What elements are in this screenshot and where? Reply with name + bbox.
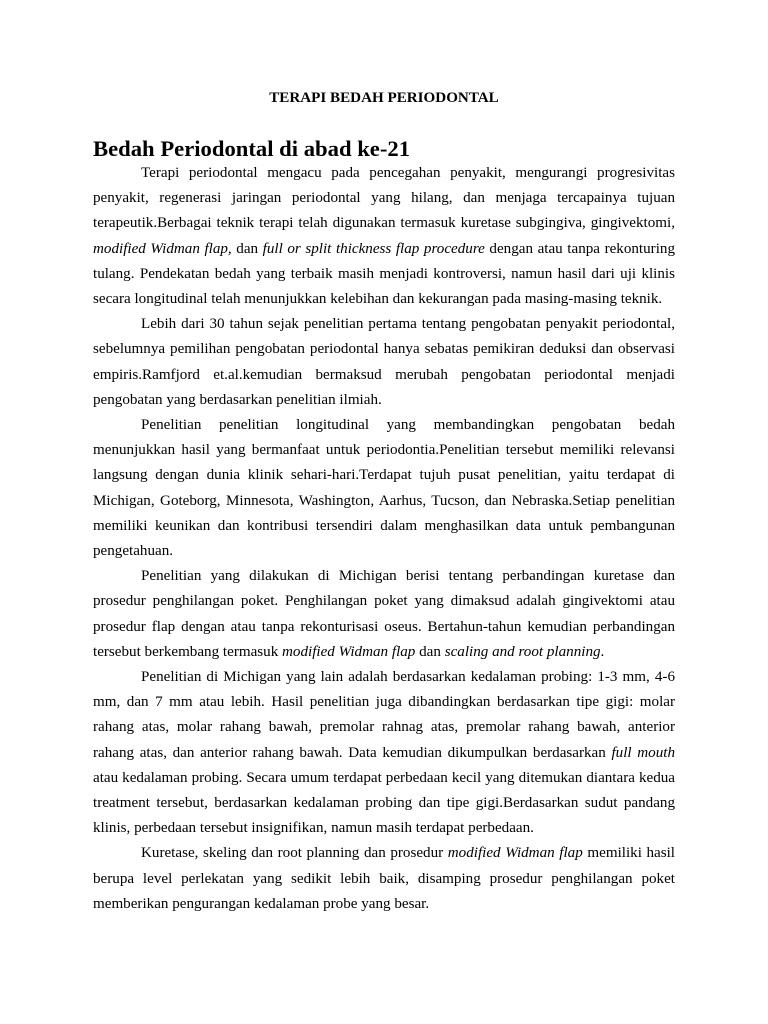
paragraph-text: dan bbox=[231, 240, 263, 257]
paragraph-text: atau kedalaman probing. Secara umum terdapat perbedaan kecil yang ditemukan diantara kedua treatment tersebut, berdasarkan kedalaman probing dan tipe gigi.Berdasarkan sudut pandang klinis, perbedaan tersebut insignifikan, namun masih terdapat perbedaan. bbox=[93, 769, 675, 837]
italic-term: full or split thickness flap procedure bbox=[262, 240, 485, 257]
document-title: TERAPI BEDAH PERIODONTAL bbox=[269, 90, 499, 106]
paragraph-text: Penelitian yang dilakukan di Michigan berisi tentang perbandingan kuretase dan prosedur penghilangan poket. Penghilangan poket yang dimaksud adalah gingivektomi atau prosedur flap dengan atau tanpa rekonturisasi oseus. Bertahun-tahun kemudian perbandingan tersebut berkembang termasuk bbox=[93, 568, 675, 660]
paragraph-4 bbox=[93, 564, 675, 665]
italic-term: modified Widman flap bbox=[282, 643, 416, 660]
paragraph-text: dan bbox=[415, 643, 445, 660]
section-heading: Bedah Periodontal di abad ke-21 bbox=[93, 136, 411, 161]
paragraph-text: memiliki hasil berupa level perlekatan yang sedikit lebih baik, disamping prosedur penghilangan poket memberikan pengurangan kedalaman probe yang besar. bbox=[93, 845, 675, 912]
paragraph-text: Kuretase, skeling dan root planning dan prosedur bbox=[141, 845, 448, 862]
paragraph-3 bbox=[93, 413, 675, 564]
paragraph-5 bbox=[93, 665, 675, 841]
paragraph-2 bbox=[93, 312, 675, 413]
paragraph-text: Penelitian di Michigan yang lain adalah berdasarkan kedalaman probing: 1-3 mm, 4-6 mm, dan 7 mm atau lebih. Hasil penelitian juga dibandingkan berdasarkan tipe gigi: molar rahang atas, molar rahang bawah, premolar rahnag atas, premolar rahang bawah, anterior rahang atas, dan anterior rahang bawah. Data kemudian dikumpulkan berdasarkan bbox=[93, 669, 675, 761]
paragraph-text: . bbox=[600, 643, 605, 660]
paragraph-1 bbox=[93, 161, 675, 312]
paragraph-text: dengan atau tanpa rekonturing tulang. Pendekatan bedah yang terbaik masih menjadi kontroversi, namun hasil dari uji klinis secara longitudinal telah menunjukkan kelebihan dan kekurangan pada masing-masing teknik. bbox=[93, 240, 675, 308]
italic-term: modified Widman flap bbox=[447, 845, 583, 862]
paragraph-text: Terapi periodontal mengacu pada pencegahan penyakit, mengurangi progresivitas penyakit, regenerasi jaringan periodontal yang hilang, dan menjaga tercapainya tujuan terapeutik.Berbagai teknik terapi telah digunakan termasuk kuretase subgingiva, gingivektomi, bbox=[93, 165, 675, 232]
document-body bbox=[93, 86, 675, 917]
paragraph-text: Lebih dari 30 tahun sejak penelitian pertama tentang pengobatan penyakit periodontal, sebelumnya pemilihan pengobatan periodontal hanya sebatas pemikiran deduksi dan observasi empiris.Ramfjord et.al.kemudian bermaksud merubah pengobatan periodontal menjadi pengobatan yang berdasarkan penelitian ilmiah. bbox=[93, 316, 675, 408]
italic-term: modified Widman flap, bbox=[93, 240, 232, 257]
paragraph-6 bbox=[93, 841, 675, 917]
paragraph-text: Penelitian penelitian longitudinal yang membandingkan pengobatan bedah menunjukkan hasil yang bermanfaat untuk periodontia.Penelitian tersebut memiliki relevansi langsung dengan dunia klinik sehari-hari.Terdapat tujuh pusat penelitian, yaitu terdapat di Michigan, Goteborg, Minnesota, Washington, Aarhus, Tucson, dan Nebraska.Setiap penelitian memiliki keunikan dan kontribusi tersendiri dalam menghasilkan data untuk pembangunan pengetahuan. bbox=[93, 417, 675, 560]
title-spacer bbox=[93, 111, 675, 136]
italic-term: scaling and root planning bbox=[444, 643, 601, 660]
italic-term: full mouth bbox=[611, 744, 675, 761]
